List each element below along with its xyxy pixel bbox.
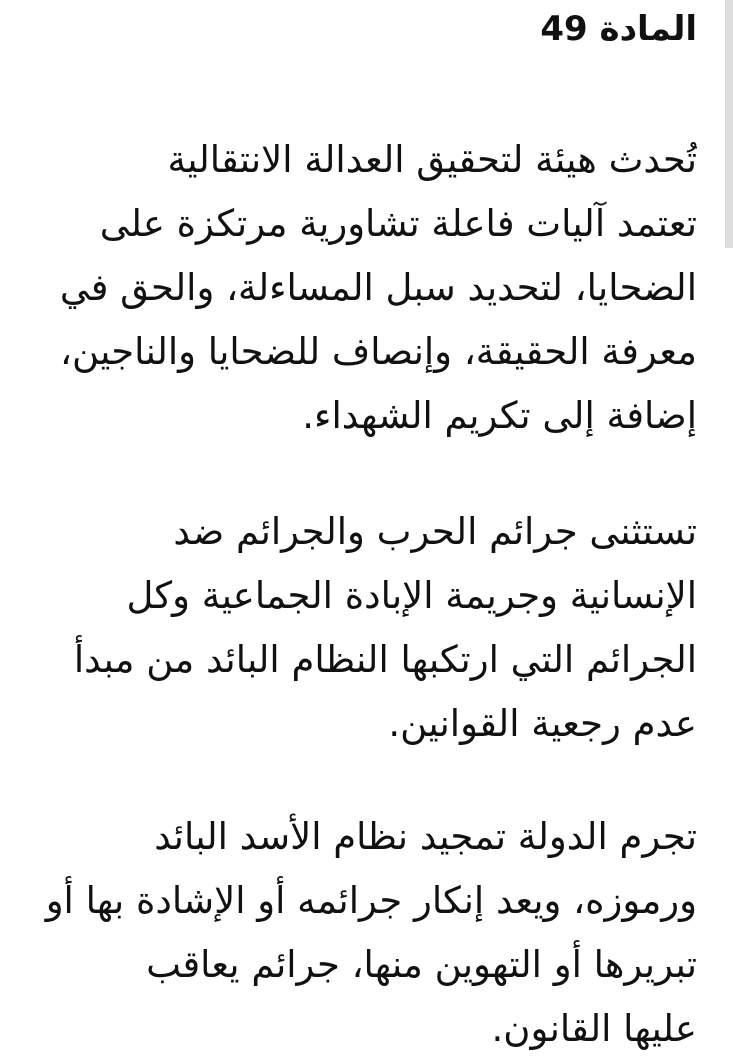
paragraph-line: تُحدث هيئة لتحقيق العدالة الانتقالية bbox=[167, 138, 697, 181]
paragraph-transitional-justice bbox=[28, 128, 697, 448]
paragraph-line: تبريرها أو التهوين منها، جرائم يعاقب bbox=[146, 943, 697, 986]
paragraph-line: إضافة إلى تكريم الشهداء. bbox=[302, 394, 697, 437]
paragraph-line: الضحايا، لتحديد سبل المساءلة، والحق في bbox=[59, 266, 697, 309]
paragraph-line: ورموزه، ويعد إنكار جرائمه أو الإشادة بها أو bbox=[45, 879, 697, 922]
paragraph-line: تجرم الدولة تمجيد نظام الأسد البائد bbox=[154, 815, 697, 858]
paragraph-line: تعتمد آليات فاعلة تشاورية مرتكزة على bbox=[99, 202, 697, 245]
article-title: المادة 49 bbox=[540, 9, 697, 49]
paragraph-line: الجرائم التي ارتكبها النظام البائد من مبدأ bbox=[73, 638, 697, 681]
paragraph-line: عدم رجعية القوانين. bbox=[388, 702, 697, 745]
paragraph-line: الإنسانية وجريمة الإبادة الجماعية وكل bbox=[126, 574, 697, 617]
scrollbar-thumb[interactable] bbox=[725, 0, 733, 248]
paragraph-line: معرفة الحقيقة، وإنصاف للضحايا والناجين، bbox=[60, 330, 697, 373]
paragraph-crimes-exception bbox=[28, 500, 697, 756]
paragraph-criminalization bbox=[28, 805, 697, 1061]
paragraph-line: عليها القانون. bbox=[491, 1007, 697, 1050]
paragraph-line: تستثنى جرائم الحرب والجرائم ضد bbox=[173, 510, 697, 553]
